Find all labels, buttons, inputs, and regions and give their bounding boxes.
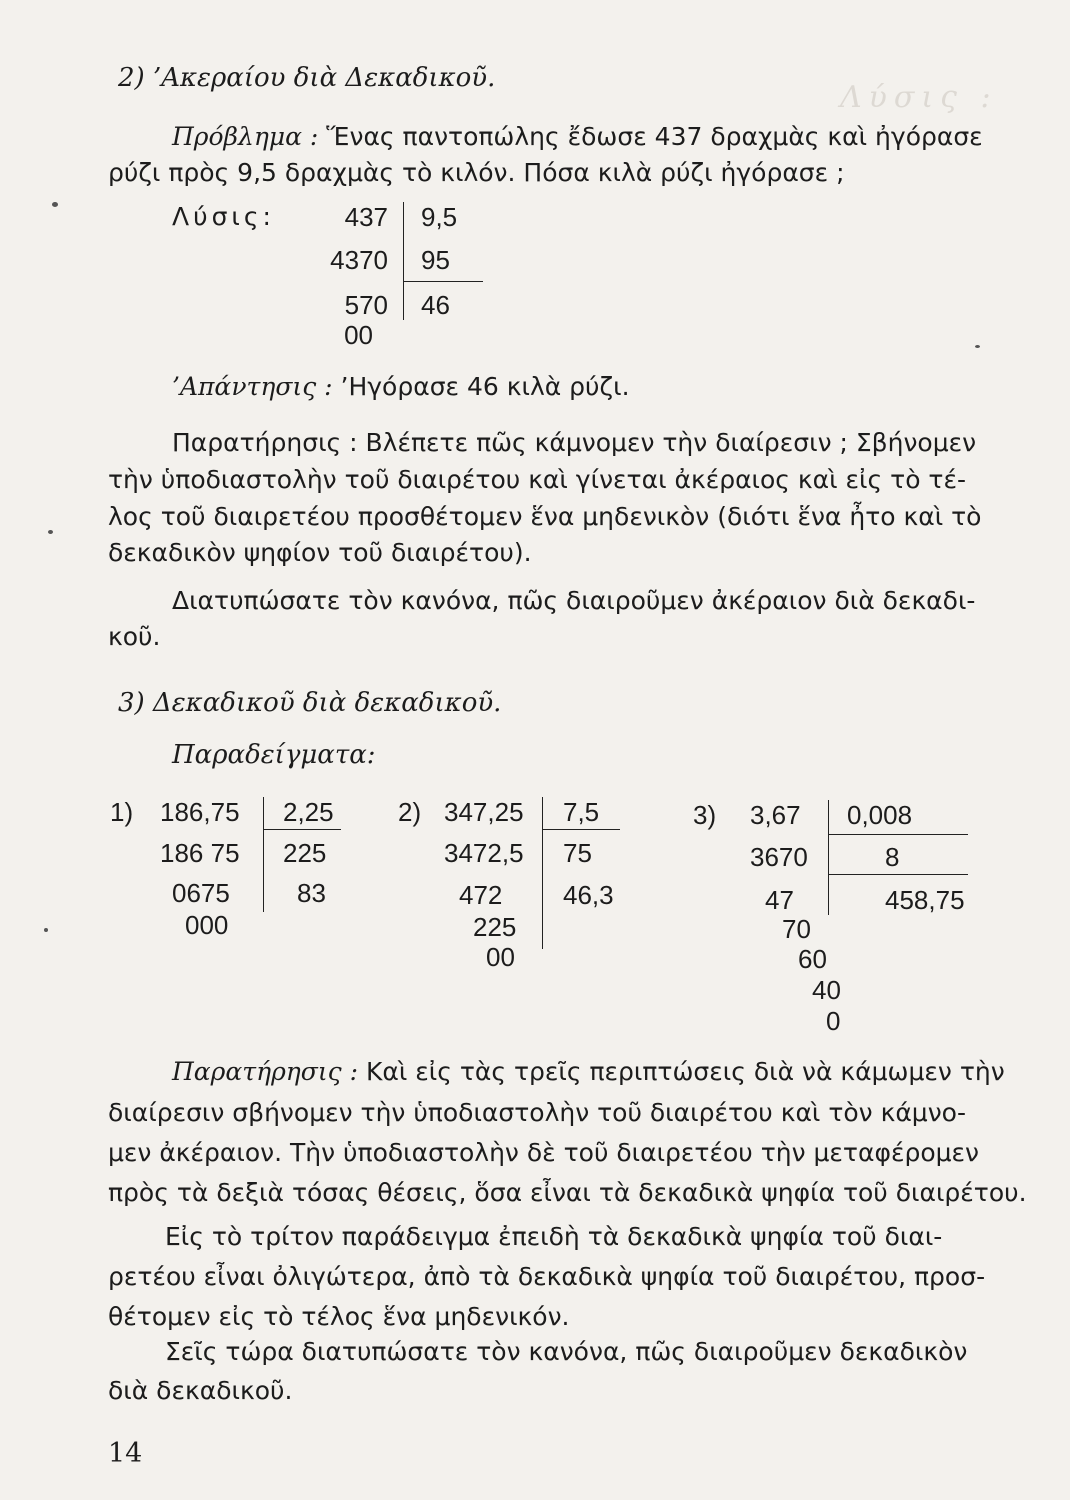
- ex3-dividend-row: 47: [765, 885, 794, 915]
- speck: [48, 530, 53, 534]
- ex1-dividend-row: 0675: [172, 878, 230, 908]
- remark-line: τὴν ὑποδιαστολὴν τοῦ διαιρέτου καὶ γίνεται ἀκέραιος καὶ εἰς τὸ τέ-: [108, 465, 967, 494]
- problem-text-2: ρύζι πρὸς 9,5 δραχμὰς τὸ κιλόν. Πόσα κιλὰ ρύζι ἠγόρασε ;: [108, 158, 845, 187]
- third-note-line: ρετέου εἶναι ὀλιγώτερα, ἀπὸ τὰ δεκαδικὰ ψηφία τοῦ διαιρέτου, προσ-: [108, 1262, 986, 1291]
- ex2-dividend-row: 225: [473, 912, 517, 942]
- answer-label: ’Απάντησις :: [172, 372, 333, 401]
- ex2-divisor: 7,5: [563, 797, 600, 827]
- solution-label: Λύσις:: [172, 202, 275, 231]
- ex1-dividend-row: 186,75: [160, 797, 240, 827]
- ex3-bar-vertical: [828, 800, 829, 915]
- divisor: 9,5: [421, 202, 458, 232]
- problem-text-1: Ἕνας παντοπώλης ἔδωσε 437 δραχμὰς καὶ ἠγόρασε: [326, 122, 983, 151]
- problem-label: Πρόβλημα :: [172, 122, 319, 151]
- ex2-dividend-row: 00: [486, 942, 515, 972]
- answer-text: ’Ηγόρασε 46 κιλὰ ρύζι.: [340, 372, 630, 401]
- section-2-title: 2) ’Ακεραίου διὰ Δεκαδικοῦ.: [118, 63, 496, 93]
- rule-line: Διατυπώσατε τὸν κανόνα, πῶς διαιροῦμεν ἀκέραιον διὰ δεκαδι-: [172, 586, 976, 615]
- ex2-bar-horizontal: [542, 829, 620, 830]
- example-3-label: 3): [693, 800, 717, 830]
- ex3-dividend-row: 3,67: [750, 800, 801, 830]
- ex2-dividend-row: 3472,5: [444, 838, 524, 868]
- ex3-divisor-integer: 8: [885, 842, 900, 872]
- remark-2-label: Παρατήρησις :: [172, 1057, 358, 1086]
- answer-line: [172, 372, 630, 401]
- quotient: 46: [421, 290, 450, 320]
- speck: [975, 345, 980, 348]
- ex1-quotient: 83: [297, 878, 326, 908]
- speck: [44, 928, 48, 932]
- dividend-row: 570: [344, 290, 388, 320]
- ex1-bar-vertical: [263, 797, 264, 912]
- remark-2-line: [172, 1057, 1005, 1086]
- ex3-dividend-row: 0: [826, 1006, 841, 1036]
- division-bar-horizontal: [403, 281, 483, 282]
- ex3-bar-horizontal: [828, 834, 968, 835]
- final-line: Σεῖς τώρα διατυπώσατε τὸν κανόνα, πῶς διαιροῦμεν δεκαδικὸν: [165, 1337, 968, 1366]
- dividend-row: 4370: [330, 245, 388, 275]
- dividend-row: 00: [344, 320, 373, 350]
- third-note-line: θέτομεν εἰς τὸ τέλος ἕνα μηδενικόν.: [108, 1302, 570, 1331]
- ex3-bar-horizontal-2: [828, 874, 968, 875]
- dividend-row: 437: [344, 202, 388, 232]
- ex2-divisor-integer: 75: [563, 838, 592, 868]
- example-2-label: 2): [398, 797, 422, 827]
- rule-line: κοῦ.: [108, 622, 161, 651]
- ex2-dividend-row: 347,25: [444, 797, 524, 827]
- speck: [52, 202, 58, 207]
- remark-line: Παρατήρησις : Βλέπετε πῶς κάμνομεν τὴν διαίρεσιν ; Σβήνομεν: [172, 428, 977, 457]
- ex3-dividend-row: 70: [782, 914, 811, 944]
- ex1-dividend-row: 186 75: [160, 838, 240, 868]
- ex3-dividend-row: 60: [798, 944, 827, 974]
- ex1-divisor: 2,25: [283, 797, 334, 827]
- final-line: διὰ δεκαδικοῦ.: [108, 1376, 293, 1405]
- ex1-dividend-row: 000: [185, 910, 229, 940]
- bleed-through-text: Λύσις :: [840, 80, 998, 115]
- remark-2-line: διαίρεσιν σβήνομεν τὴν ὑποδιαστολὴν τοῦ διαιρέτου καὶ τὸν κάμνο-: [108, 1098, 966, 1127]
- page-number: 14: [108, 1438, 143, 1469]
- remark-2-line: μεν ἀκέραιον. Τὴν ὑποδιαστολὴν δὲ τοῦ διαιρετέου τὴν μεταφέρομεν: [108, 1138, 980, 1167]
- examples-label: Παραδείγματα:: [172, 740, 376, 770]
- ex3-quotient: 458,75: [885, 885, 965, 915]
- remark-line: δεκαδικὸν ψηφίον τοῦ διαιρέτου).: [108, 538, 532, 567]
- divisor-integer: 95: [421, 245, 450, 275]
- section-3-title: 3) Δεκαδικοῦ διὰ δεκαδικοῦ.: [118, 688, 502, 718]
- example-1-label: 1): [110, 797, 134, 827]
- remark-2-line: πρὸς τὰ δεξιὰ τόσας θέσεις, ὅσα εἶναι τὰ δεκαδικὰ ψηφία τοῦ διαιρέτου.: [108, 1178, 1027, 1207]
- ex2-bar-vertical: [542, 797, 543, 949]
- problem-line-1: [172, 122, 983, 151]
- third-note-line: Εἰς τὸ τρίτον παράδειγμα ἐπειδὴ τὰ δεκαδικὰ ψηφία τοῦ διαι-: [165, 1222, 943, 1251]
- ex2-dividend-row: 472: [459, 880, 503, 910]
- ex3-dividend-row: 3670: [750, 842, 808, 872]
- ex2-quotient: 46,3: [563, 880, 614, 910]
- division-bar-vertical: [403, 202, 404, 320]
- ex1-divisor-integer: 225: [283, 838, 327, 868]
- ex1-bar-horizontal: [263, 829, 341, 830]
- remark-2-text: Καὶ εἰς τὰς τρεῖς περιπτώσεις διὰ νὰ κάμωμεν τὴν: [365, 1057, 1005, 1086]
- remark-line: λος τοῦ διαιρετέου προσθέτομεν ἕνα μηδενικὸν (διότι ἕνα ἦτο καὶ τὸ: [108, 502, 982, 531]
- ex3-divisor: 0,008: [847, 800, 913, 830]
- ex3-dividend-row: 40: [812, 975, 841, 1005]
